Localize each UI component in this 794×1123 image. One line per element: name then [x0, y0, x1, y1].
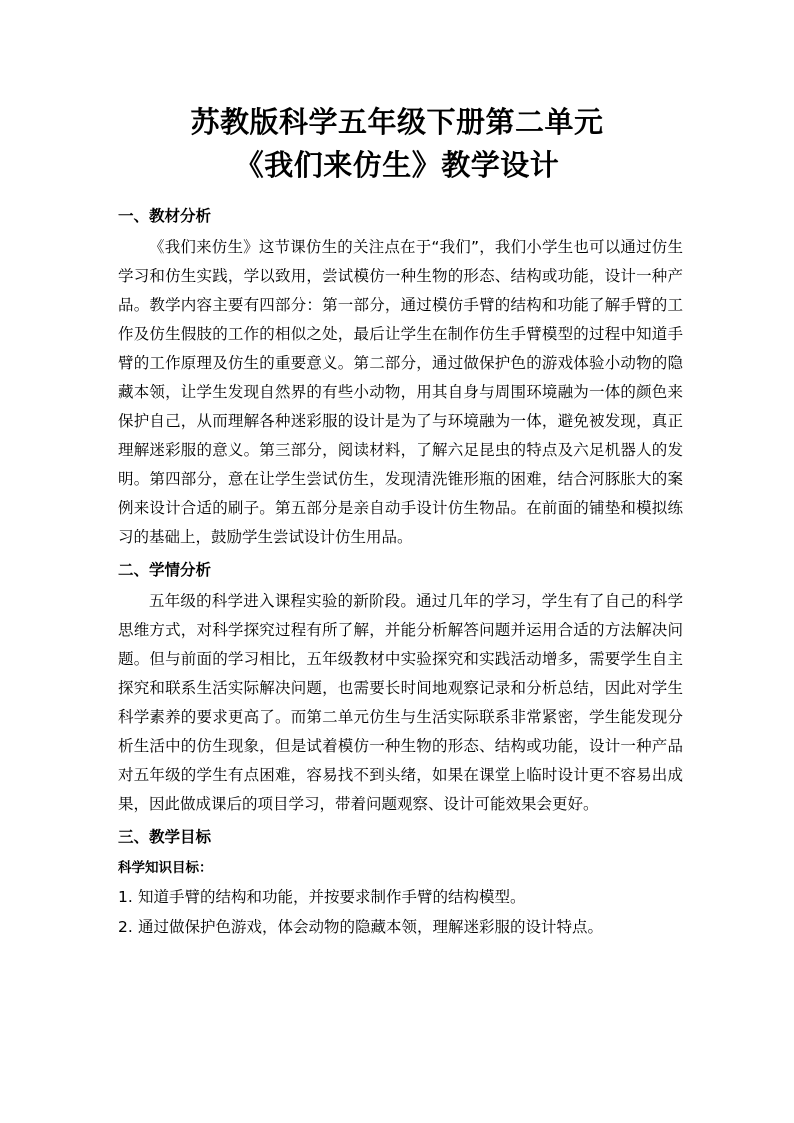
list-item: [118, 886, 683, 908]
section-heading-student-analysis: 二、学情分析: [118, 561, 212, 579]
list-item-text: 知道手臂的结构和功能，并按要求制作手臂的结构模型。: [138, 888, 526, 906]
list-item: [118, 916, 683, 938]
section-heading-textbook-analysis: 一、教材分析: [118, 207, 212, 225]
document-title-line-2: 《我们来仿生》教学设计: [234, 148, 560, 182]
section-paragraph-textbook-analysis: 《我们来仿生》这节课仿生的关注点在于“我们”，我们小学生也可以通过仿生学习和仿生实践，学以致用，尝试模仿一种生物的形态、结构或功能，设计一种产品。教学内容主要有四部分：第一部分，通过模仿手臂的结构和功能了解手臂的工作及仿生假肢的工作的相似之处，最后让学生在制作仿生手臂模型的过程中知道手臂的工作原理及仿生的重要意义。第二部分，通过做保护色的游戏体验小动物的隐藏本领，让学生发现自然界的有些小动物，用其自身与周围环境融为一体的颜色来保护自己，从而理解各种迷彩服的设计是为了与环境融为一体，避免被发现，真正理解迷彩服的意义。第三部分，阅读材料，了解六足昆虫的特点及六足机器人的发明。第四部分，意在让学生尝试仿生，发现清洗锥形瓶的困难，结合河豚胀大的案例来设计合适的刷子。第五部分是亲自动手设计仿生物品。在前面的铺垫和模拟练习的基础上，鼓励学生尝试设计仿生用品。: [118, 238, 683, 546]
list-item-number: 1.: [118, 888, 133, 906]
list-item-number: 2.: [118, 918, 133, 936]
section-heading-teaching-objectives: 三、教学目标: [118, 828, 212, 846]
section-paragraph-student-analysis: 五年级的科学进入课程实验的新阶段。通过几年的学习，学生有了自己的科学思维方式，对科学探究过程有所了解，并能分析解答问题并运用合适的方法解决问题。但与前面的学习相比，五年级教材中实验探究和实践活动增多，需要学生自主探究和联系生活实际解决问题，也需要长时间地观察记录和分析总结，因此对学生科学素养的要求更高了。而第二单元仿生与生活实际联系非常紧密，学生能发现分析生活中的仿生现象，但是试着模仿一种生物的形态、结构或功能，设计一种产品对五年级的学生有点困难，容易找不到头绪，如果在课堂上临时设计更不容易出成果，因此做成课后的项目学习，带着问题观察、设计可能效果会更好。: [118, 592, 683, 813]
document-title-line-1: 苏教版科学五年级下册第二单元: [190, 105, 604, 139]
list-item-text: 通过做保护色游戏，体会动物的隐藏本领，理解迷彩服的设计特点。: [138, 918, 604, 936]
subheading-knowledge-objectives: 科学知识目标：: [118, 860, 213, 876]
document-body: [118, 205, 683, 938]
